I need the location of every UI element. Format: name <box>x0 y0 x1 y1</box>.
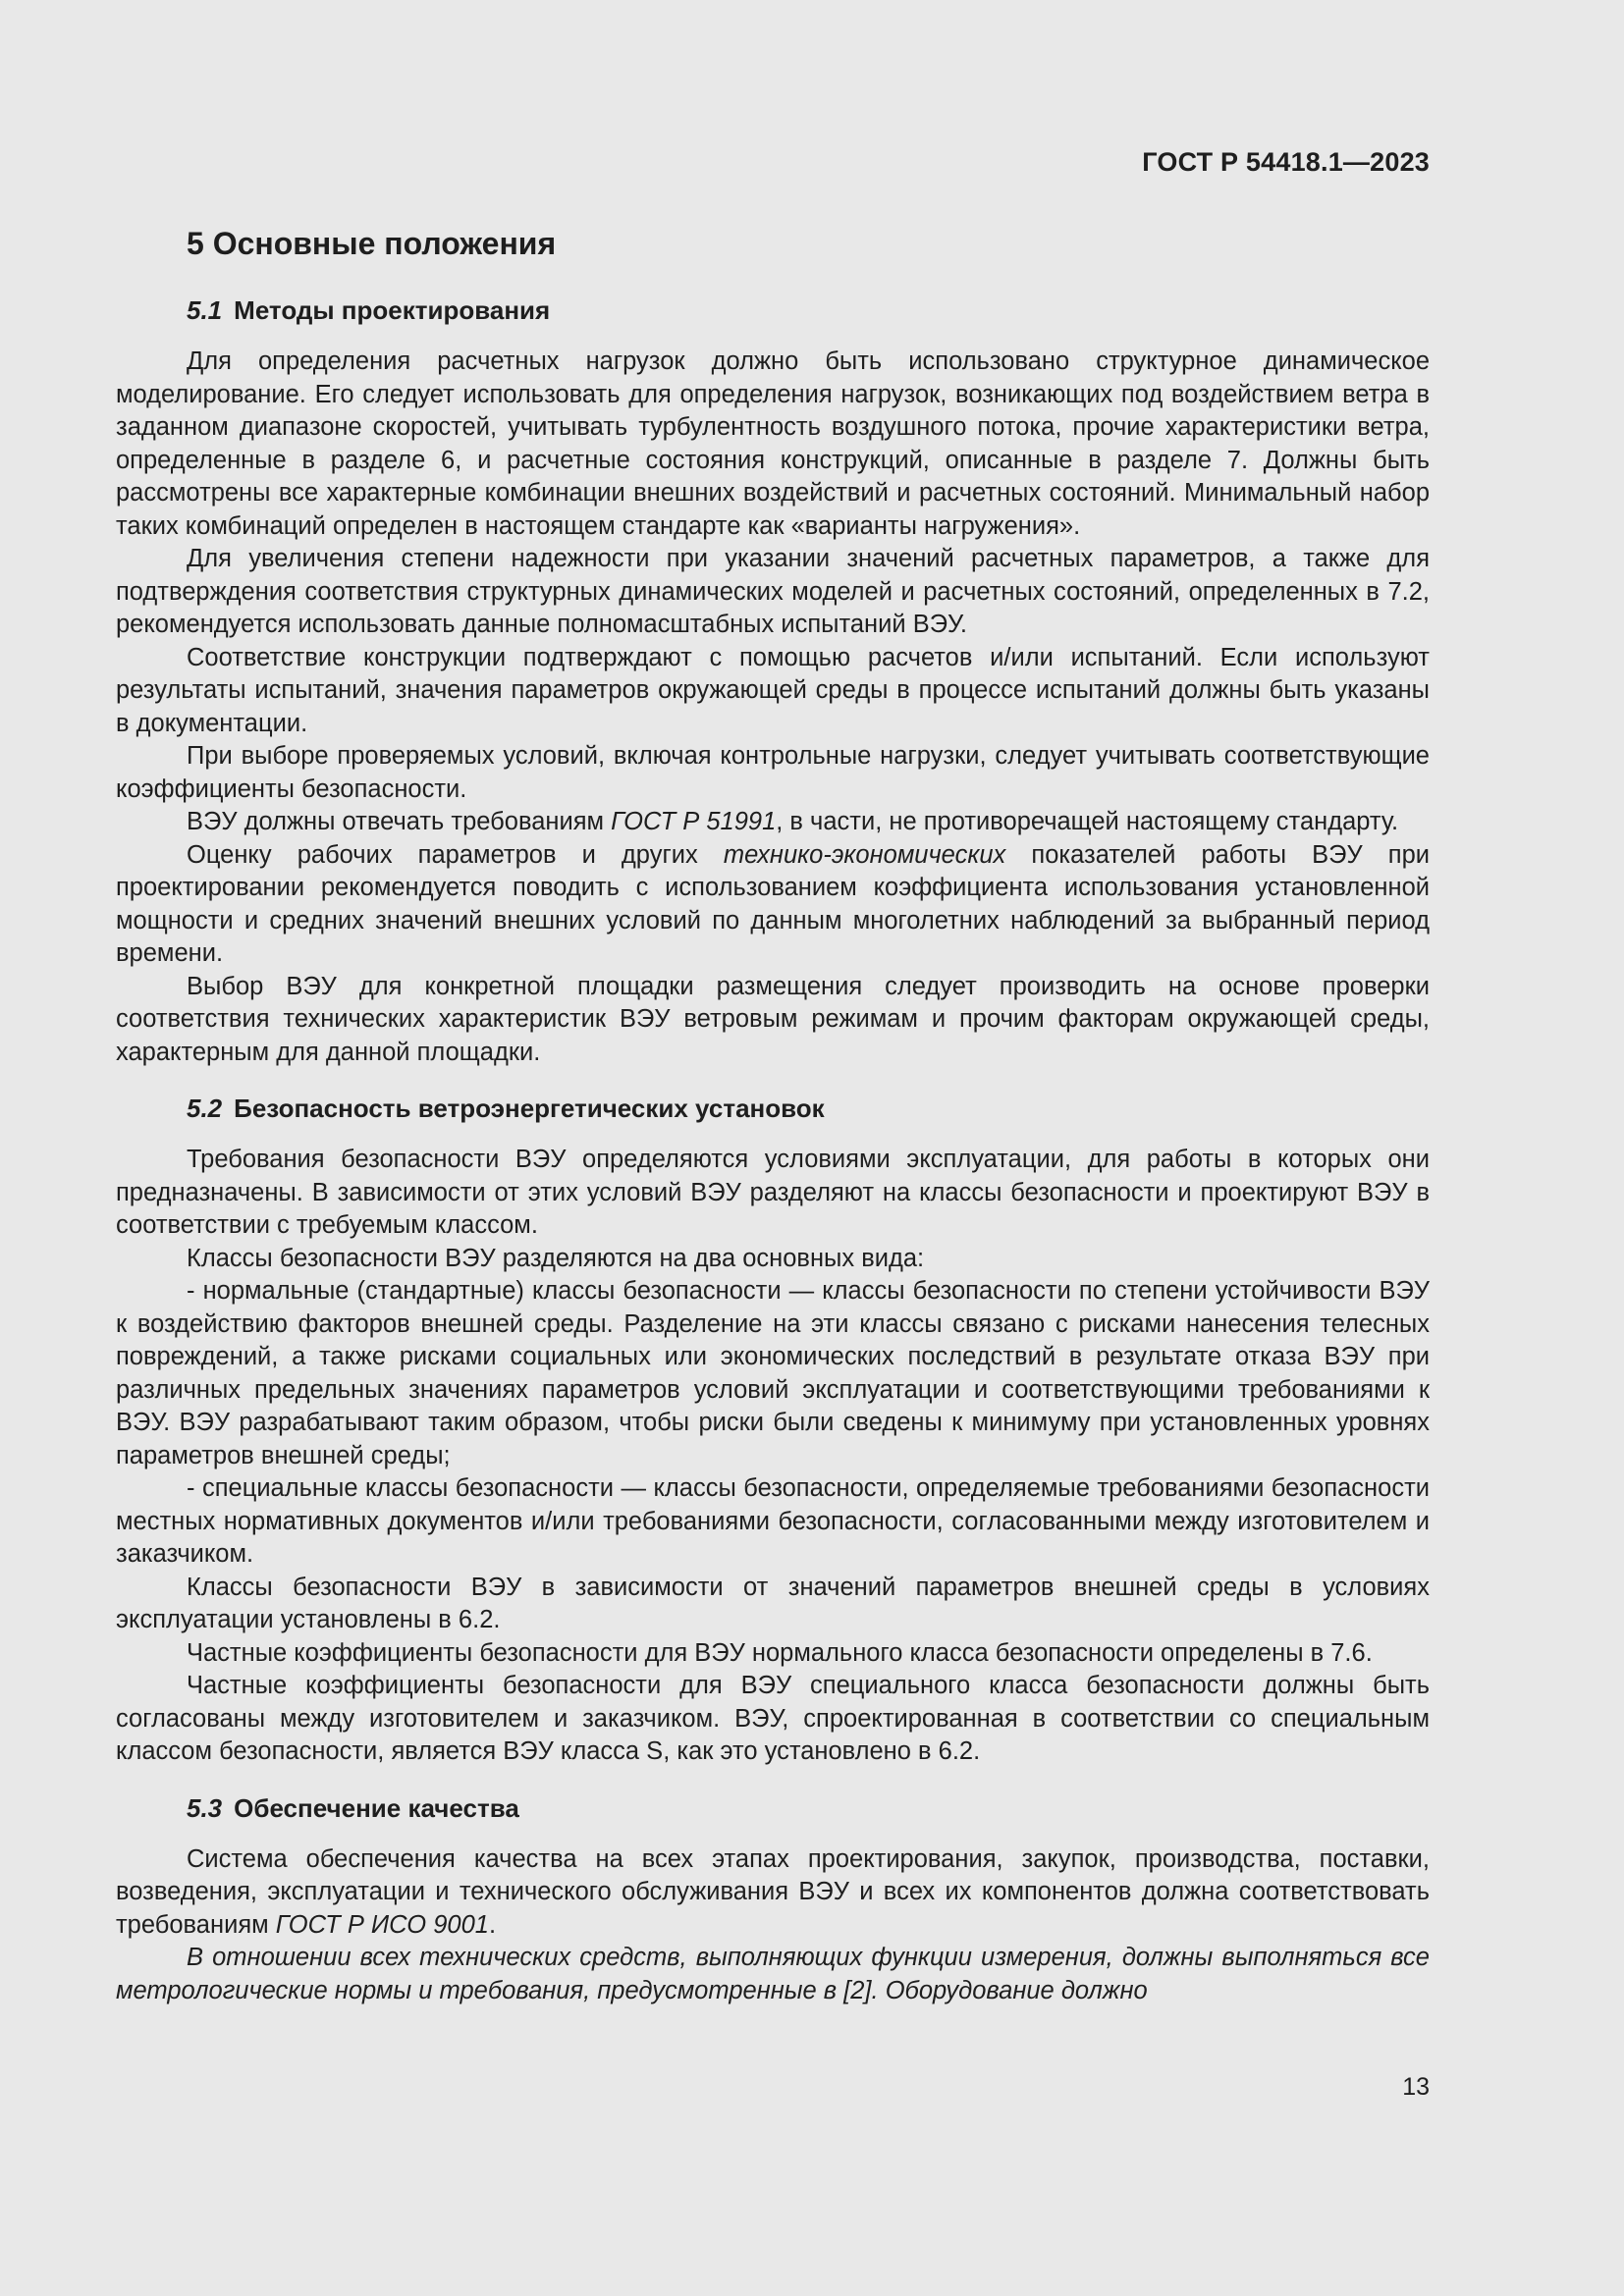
standard-code: ГОСТ Р 54418.1—2023 <box>1142 147 1430 177</box>
list-item: - нормальные (стандартные) классы безопасности — классы безопасности по степени устойчивости ВЭУ к воздействию факторов внешней среды. Разделение на эти классы связано с рисками нанесения телесных повреждений, а также рисками социальных или экономических последствий в результате отказа ВЭУ при различных предельных значениях параметров условий эксплуатации и соответствующими требованиями к ВЭУ. ВЭУ разрабатывают таким образом, чтобы риски были сведены к минимуму при установленных уровнях параметров внешней среды; <box>116 1277 1430 1469</box>
subsection-heading-5-1 <box>187 291 1430 330</box>
paragraph: Частные коэффициенты безопасности для ВЭУ специального класса безопасности должны быть согласованы между изготовителем и заказчиком. ВЭУ, спроектированная в соответствии со специальным классом безопасности, является ВЭУ класса S, как это установлено в 6.2. <box>116 1672 1430 1765</box>
subsection-heading-5-3 <box>187 1789 1430 1828</box>
standard-reference: ГОСТ Р 51991 <box>611 808 777 835</box>
paragraph: Классы безопасности ВЭУ в зависимости от значений параметров внешней среды в условиях эксплуатации установлены в 6.2. <box>116 1573 1430 1633</box>
paragraph: Для увеличения степени надежности при указании значений расчетных параметров, а также для подтверждения соответствия структурных динамических моделей и расчетных состояний, определенных в 7.2, рекомендуется использовать данные полномасштабных испытаний ВЭУ. <box>116 545 1430 638</box>
paragraph: Соответствие конструкции подтверждают с помощью расчетов и/или испытаний. Если используют результаты испытаний, значения параметров окружающей среды в процессе испытаний должны быть указаны в документации. <box>116 643 1430 737</box>
paragraph <box>116 806 1430 839</box>
paragraph: В отношении всех технических средств, выполняющих функции измерения, должны выполняться все метрологические нормы и требования, предусмотренные в [2]. Оборудование должно <box>116 1944 1430 2004</box>
paragraph: Классы безопасности ВЭУ разделяются на два основных вида: <box>187 1244 925 1272</box>
paragraph: Для определения расчетных нагрузок должно быть использовано структурное динамическое моделирование. Его следует использовать для определения нагрузок, возникающих под воздействием ветра в заданном диапазоне скоростей, учитывать турбулентность воздушного потока, прочие характеристики ветра, определенные в разделе 6, и расчетные состояния конструкций, описанные в разделе 7. Должны быть рассмотрены все характерные комбинации внешних воздействий и расчетных состояний. Минимальный набор таких комбинаций определен в настоящем стандарте как «варианты нагружения». <box>116 347 1430 540</box>
paragraph: Частные коэффициенты безопасности для ВЭУ нормального класса безопасности определены в 7.6. <box>187 1638 1373 1667</box>
subsection-number: 5.1 <box>187 295 223 325</box>
paragraph-text: , в части, не противоречащей настоящему стандарту. <box>776 808 1399 835</box>
paragraph: При выборе проверяемых условий, включая контрольные нагрузки, следует учитывать соответствующие коэффициенты безопасности. <box>116 742 1430 803</box>
page-number: 13 <box>1402 2073 1430 2101</box>
paragraph: Требования безопасности ВЭУ определяются условиями эксплуатации, для работы в которых они предназначены. В зависимости от этих условий ВЭУ разделяют на классы безопасности и проектируют ВЭУ в соответствии с требуемым классом. <box>116 1146 1430 1239</box>
standard-reference: ГОСТ Р ИСО 9001 <box>275 1910 489 1939</box>
paragraph <box>116 1843 1430 1943</box>
paragraph: Выбор ВЭУ для конкретной площадки размещения следует производить на основе проверки соответствия технических характеристик ВЭУ ветровым режимам и прочим факторам окружающей среды, характерным для данной площадки. <box>116 972 1430 1066</box>
paragraph-text: показателей работы ВЭУ при проектировании рекомендуется поводить с использованием коэффициента использования установленной мощности и средних значений внешних условий по данным многолетних наблюдений за выбранный период времени. <box>116 840 1431 967</box>
emphasized-term: технико-экономических <box>723 840 1006 869</box>
subsection-number: 5.2 <box>187 1094 223 1123</box>
paragraph-text: Оценку рабочих параметров и других <box>187 840 724 869</box>
paragraph-text: . <box>488 1910 497 1939</box>
subsection-number: 5.3 <box>187 1792 223 1823</box>
paragraph-text: ВЭУ должны отвечать требованиям <box>187 808 612 835</box>
paragraph-text: Система обеспечения качества на всех этапах проектирования, закупок, производства, поставки, возведения, эксплуатации и технического обслуживания ВЭУ и всех их компонентов должна соответствовать требованиям <box>116 1844 1430 1939</box>
subsection-title: Обеспечение качества <box>234 1792 519 1823</box>
page-content <box>116 220 1430 2007</box>
subsection-title: Безопасность ветроэнергетических установок <box>234 1094 825 1123</box>
subsection-title: Методы проектирования <box>234 295 551 325</box>
paragraph <box>116 839 1430 971</box>
subsection-heading-5-2 <box>187 1089 1430 1128</box>
section-title: 5 Основные положения <box>187 226 557 261</box>
list-item: - специальные классы безопасности — классы безопасности, определяемые требованиями безопасности местных нормативных документов и/или требованиями безопасности, согласованными между изготовителем и заказчиком. <box>116 1474 1430 1568</box>
